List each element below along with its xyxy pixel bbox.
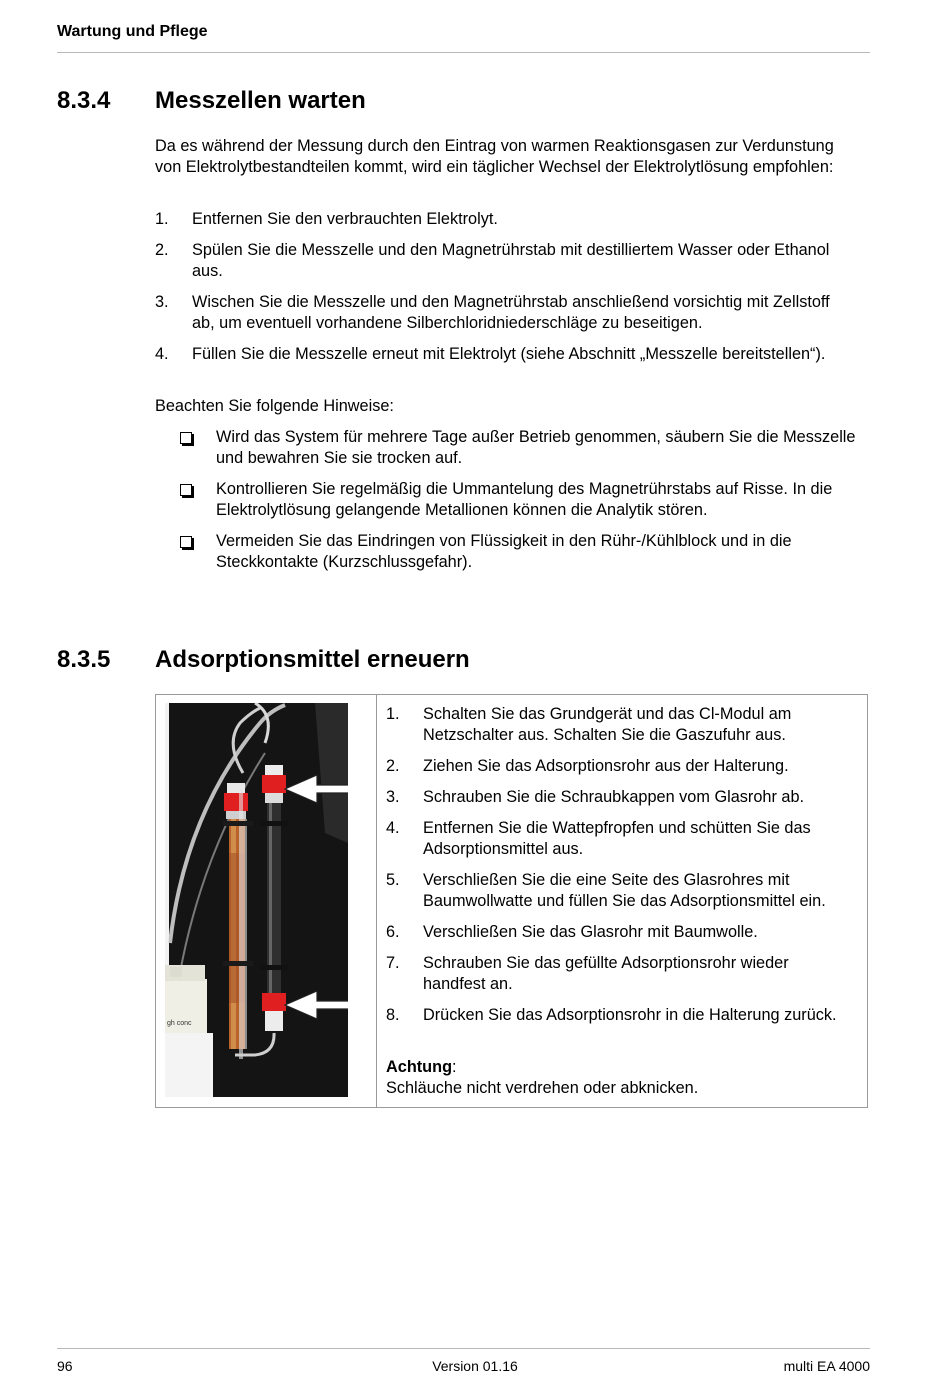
warning-colon: : — [452, 1058, 457, 1076]
step-text: Entfernen Sie den verbrauchten Elektrolyt. — [192, 210, 498, 228]
adsorption-steps-list — [386, 704, 861, 1036]
step-number: 2. — [155, 241, 169, 259]
note-text: Vermeiden Sie das Eindringen von Flüssigkeit in den Rühr-/Kühlblock und in die Steckkontakte (Kurzschlussgefahr). — [216, 532, 792, 571]
list-item — [386, 870, 861, 912]
step-text: Spülen Sie die Messzelle und den Magnetrührstab mit destilliertem Wasser oder Ethanol aus. — [192, 241, 830, 280]
checkbox-bullet-icon — [180, 536, 192, 548]
adsorption-tube-photo — [165, 703, 348, 1097]
note-text: Wird das System für mehrere Tage außer Betrieb genommen, säubern Sie die Messzelle und bewahren Sie sie trocken auf. — [216, 428, 856, 467]
checkbox-bullet-icon — [180, 484, 192, 496]
warning-note — [386, 1057, 861, 1099]
step-text: Verschließen Sie die eine Seite des Glasrohres mit Baumwollwatte und füllen Sie das Adsorptionsmittel ein. — [423, 871, 826, 910]
list-item — [386, 756, 861, 777]
step-number: 4. — [386, 819, 400, 837]
notes-intro: Beachten Sie folgende Hinweise: — [155, 397, 394, 415]
list-item — [155, 240, 870, 282]
step-number: 1. — [155, 210, 169, 228]
list-item — [180, 479, 870, 521]
intro-paragraph: Da es während der Messung durch den Eintrag von warmen Reaktionsgasen zur Verdunstung von Elektrolytbestandteilen kommt, wird ein täglicher Wechsel der Elektrolytlösung empfohlen: — [155, 137, 834, 176]
photo-label: gh conc — [167, 1020, 192, 1027]
section-title: Messzellen warten — [155, 87, 366, 114]
list-item — [155, 292, 870, 334]
section-title: Adsorptionsmittel erneuern — [155, 646, 470, 673]
step-text: Entfernen Sie die Wattepfropfen und schütten Sie das Adsorptionsmittel aus. — [423, 819, 811, 858]
list-item — [386, 787, 861, 808]
list-item — [386, 704, 861, 746]
step-text: Füllen Sie die Messzelle erneut mit Elektrolyt (siehe Abschnitt „Messzelle bereitstellen“). — [192, 345, 826, 363]
step-number: 2. — [386, 757, 400, 775]
note-text: Kontrollieren Sie regelmäßig die Ummantelung des Magnetrührstabs auf Risse. In die Elektrolytlösung gelangende Metallionen können die Analytik stören. — [216, 480, 833, 519]
version-label: Version 01.16 — [432, 1358, 518, 1374]
footer-divider — [57, 1348, 870, 1349]
list-item — [386, 1005, 861, 1026]
step-number: 7. — [386, 954, 400, 972]
step-number: 3. — [155, 293, 169, 311]
list-item — [155, 344, 870, 365]
step-number: 8. — [386, 1006, 400, 1024]
step-number: 3. — [386, 788, 400, 806]
step-text: Schrauben Sie die Schraubkappen vom Glasrohr ab. — [423, 788, 805, 806]
step-number: 1. — [386, 705, 400, 723]
warning-label: Achtung — [386, 1058, 453, 1076]
instruction-table — [155, 694, 868, 1108]
section-number: 8.3.5 — [57, 646, 111, 673]
list-item — [386, 953, 861, 995]
page-number: 96 — [57, 1358, 73, 1374]
step-text: Schalten Sie das Grundgerät und das Cl-Modul am Netzschalter aus. Schalten Sie die Gaszufuhr aus. — [423, 705, 792, 744]
product-name: multi EA 4000 — [783, 1358, 870, 1374]
step-number: 4. — [155, 345, 169, 363]
step-text: Ziehen Sie das Adsorptionsrohr aus der Halterung. — [423, 757, 789, 775]
list-item — [155, 209, 870, 230]
warning-text: Schläuche nicht verdrehen oder abknicken. — [386, 1079, 699, 1097]
list-item — [180, 531, 870, 573]
notes-list — [180, 427, 870, 583]
list-item — [386, 818, 861, 860]
step-text: Drücken Sie das Adsorptionsrohr in die Halterung zurück. — [423, 1006, 837, 1024]
checkbox-bullet-icon — [180, 432, 192, 444]
list-item — [386, 922, 861, 943]
step-text: Schrauben Sie das gefüllte Adsorptionsrohr wieder handfest an. — [423, 954, 789, 993]
step-text: Verschließen Sie das Glasrohr mit Baumwolle. — [423, 923, 758, 941]
page-header-title: Wartung und Pflege — [57, 23, 208, 40]
section-number: 8.3.4 — [57, 87, 111, 114]
step-number: 5. — [386, 871, 400, 889]
maintenance-steps-list — [155, 209, 870, 375]
step-number: 6. — [386, 923, 400, 941]
header-divider — [57, 52, 870, 53]
list-item — [180, 427, 870, 469]
table-divider — [376, 695, 377, 1107]
step-text: Wischen Sie die Messzelle und den Magnetrührstab anschließend vorsichtig mit Zellstoff ab, um eventuell vorhandene Silberchloridniederschläge zu beseitigen. — [192, 293, 830, 332]
